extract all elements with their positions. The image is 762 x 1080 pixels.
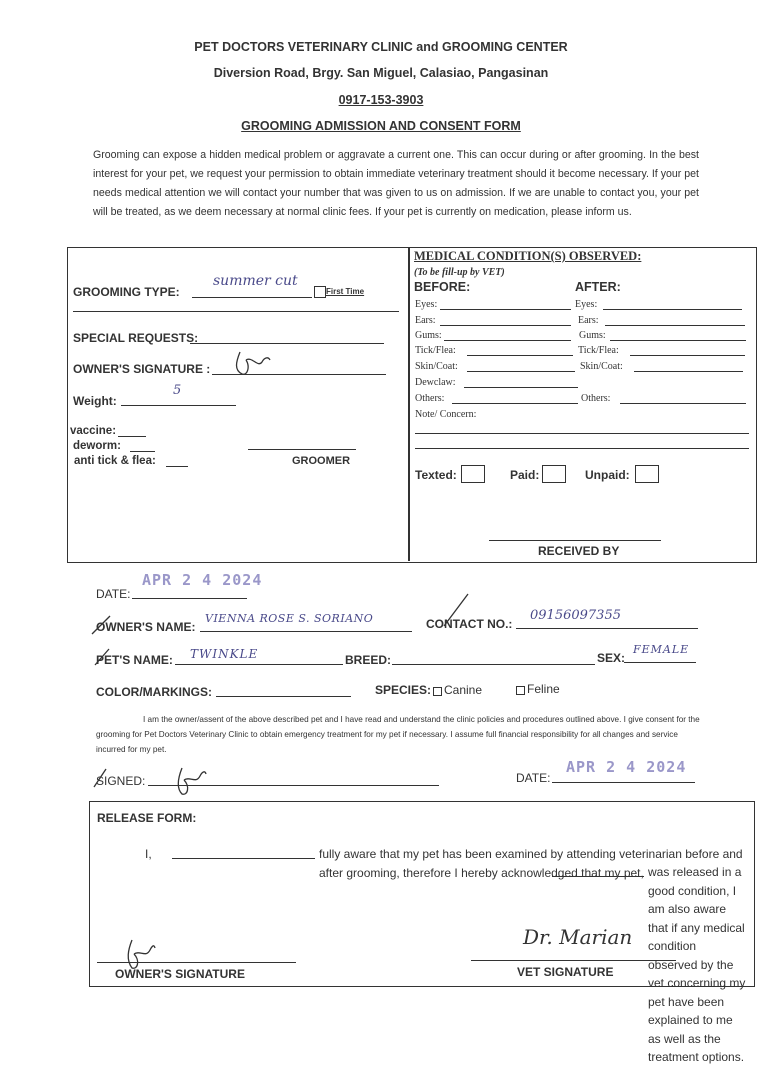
owner-signature-scribble [232, 348, 272, 378]
owner-name-label: OWNER'S NAME: [96, 620, 196, 634]
before-label: BEFORE: [414, 280, 471, 294]
date-line[interactable] [132, 598, 247, 599]
owner-name-line[interactable] [200, 631, 412, 632]
sex-value: FEMALE [633, 643, 690, 656]
paid-label: Paid: [510, 468, 540, 482]
unpaid-label: Unpaid: [585, 468, 630, 482]
groomer-label: GROOMER [292, 455, 351, 467]
first-time-label: First Time [326, 287, 365, 296]
release-text-part1: fully aware that my pet has been examined by attending veterinarian before and after grooming, therefore I hereby acknowledged that my pet, [319, 847, 743, 880]
after-gums-line[interactable] [610, 340, 746, 341]
release-vet-signature-label: VET SIGNATURE [517, 965, 614, 979]
form-title: GROOMING ADMISSION AND CONSENT FORM [241, 119, 521, 133]
paid-checkbox[interactable] [542, 465, 566, 483]
species-label: SPECIES: [375, 683, 432, 697]
groomer-line[interactable] [248, 449, 356, 450]
color-markings-label: COLOR/MARKINGS: [96, 685, 212, 699]
sex-line[interactable] [624, 662, 696, 663]
note-concern-line-2[interactable] [415, 448, 749, 449]
pet-name-label: PET'S NAME: [96, 653, 173, 667]
consent-date-line[interactable] [552, 782, 695, 783]
before-gums-line[interactable] [444, 340, 571, 341]
after-skincoat-label: Skin/Coat: [580, 361, 623, 372]
after-others-line[interactable] [620, 403, 746, 404]
contact-value: 09156097355 [530, 608, 621, 623]
antitick-line[interactable] [166, 466, 188, 467]
canine-checkbox[interactable] [433, 687, 442, 696]
special-requests-line[interactable] [190, 343, 384, 344]
contact-label: CONTACT NO.: [426, 617, 513, 631]
before-skincoat-label: Skin/Coat: [415, 361, 458, 372]
before-eyes-line[interactable] [440, 309, 571, 310]
unpaid-checkbox[interactable] [635, 465, 659, 483]
vaccine-label: vaccine: [70, 425, 117, 437]
signed-checkmark [92, 767, 108, 789]
canine-label: Canine [444, 683, 483, 697]
weight-value: 5 [173, 383, 182, 398]
clinic-phone: 0917-153-3903 [338, 93, 424, 107]
received-by-label: RECEIVED BY [538, 544, 620, 558]
signed-signature-scribble [172, 766, 208, 798]
grooming-type-line-2 [73, 311, 399, 312]
before-ears-line[interactable] [440, 325, 571, 326]
pet-name-checkmark [93, 647, 111, 667]
feline-label: Feline [527, 682, 560, 696]
date-label: DATE: [96, 587, 131, 601]
grooming-type-line [192, 297, 312, 298]
release-vet-signature-line[interactable] [471, 960, 676, 961]
clinic-address: Diversion Road, Brgy. San Miguel, Calasiao, Pangasinan [213, 66, 549, 80]
breed-label: BREED: [345, 653, 392, 667]
after-tickflea-line[interactable] [630, 355, 745, 356]
owner-signature-label: OWNER'S SIGNATURE : [73, 362, 211, 376]
after-ears-line[interactable] [605, 325, 745, 326]
after-eyes-label: Eyes: [575, 299, 598, 310]
release-name-line[interactable] [172, 858, 315, 859]
note-concern-line-1[interactable] [415, 433, 749, 434]
release-title: RELEASE FORM: [97, 811, 197, 825]
medical-title: MEDICAL CONDITION(S) OBSERVED: [414, 249, 642, 263]
release-owner-signature-label: OWNER'S SIGNATURE [115, 967, 245, 981]
release-pet-line[interactable] [552, 876, 644, 877]
after-label: AFTER: [575, 280, 621, 294]
note-concern-label: Note/ Concern: [415, 409, 477, 420]
after-gums-label: Gums: [579, 330, 606, 341]
before-others-label: Others: [415, 393, 445, 404]
date-stamp: APR 2 4 2024 [142, 571, 263, 589]
grooming-type-value[interactable]: summer cut [213, 273, 298, 289]
before-skincoat-line[interactable] [467, 371, 575, 372]
medical-subtitle: (To be fill-up by VET) [414, 267, 505, 278]
texted-label: Texted: [415, 468, 457, 482]
special-requests-label: SPECIAL REQUESTS: [73, 331, 199, 345]
antitick-label: anti tick & flea: [74, 455, 156, 467]
before-others-line[interactable] [452, 403, 578, 404]
deworm-label: deworm: [73, 440, 121, 452]
consent-text: I am the owner/assent of the above described pet and I have read and understand the clinic policies and procedures outlined above. I give consent for the grooming for Pet Doctors Veterinary Clinic to obtain emergency treatment for my pet if necessary. I assume full financial responsibility for all changes and service incurred for my pet. [96, 715, 700, 754]
before-eyes-label: Eyes: [415, 299, 438, 310]
release-text-part2: was released in a good condition, I am also aware that if any medical condition observed by the vet concerning my pet have been explained to me as well as the treatment options. [648, 865, 746, 1064]
contact-line[interactable] [516, 628, 698, 629]
grooming-type-label: GROOMING TYPE: [73, 285, 180, 299]
pet-name-line[interactable] [175, 664, 343, 665]
before-dewclaw-label: Dewclaw: [415, 377, 456, 388]
before-tickflea-label: Tick/Flea: [415, 345, 456, 356]
before-gums-label: Gums: [415, 330, 442, 341]
breed-line[interactable] [392, 664, 595, 665]
vet-signature-value: Dr. Marian [523, 925, 633, 949]
after-skincoat-line[interactable] [634, 371, 743, 372]
weight-label: Weight: [73, 394, 117, 408]
release-i-label: I, [145, 847, 152, 861]
after-ears-label: Ears: [578, 315, 599, 326]
consent-date-label: DATE: [516, 771, 551, 785]
vaccine-line[interactable] [118, 436, 146, 437]
texted-checkbox[interactable] [461, 465, 485, 483]
clinic-name: PET DOCTORS VETERINARY CLINIC and GROOMING CENTER [194, 40, 568, 54]
after-tickflea-label: Tick/Flea: [578, 345, 619, 356]
after-others-label: Others: [581, 393, 611, 404]
first-time-checkbox[interactable] [314, 286, 326, 298]
before-dewclaw-line[interactable] [464, 387, 578, 388]
feline-checkbox[interactable] [516, 686, 525, 695]
signed-label: SIGNED: [96, 774, 146, 788]
received-by-line[interactable] [489, 540, 661, 541]
before-tickflea-line[interactable] [467, 355, 573, 356]
sex-label: SEX: [597, 651, 626, 665]
box-divider [408, 248, 410, 561]
consent-date-stamp: APR 2 4 2024 [566, 758, 687, 776]
pet-name-value: TWINKLE [190, 647, 259, 661]
deworm-line[interactable] [130, 451, 155, 452]
before-ears-label: Ears: [415, 315, 436, 326]
color-markings-line[interactable] [216, 696, 351, 697]
contact-checkmark [442, 592, 470, 630]
owner-name-checkmark [90, 614, 112, 636]
owner-name-value: VIENNA ROSE S. SORIANO [205, 612, 374, 625]
weight-line[interactable] [121, 405, 236, 406]
after-eyes-line[interactable] [603, 309, 742, 310]
intro-paragraph: Grooming can expose a hidden medical problem or aggravate a current one. This can occur during or after grooming. In the best interest for your pet, we request your permission to obtain immediate veterinary treatment should it become necessary. If your pet needs medical attention we will contact your number that was given to us on admission. If we are unable to contact you, your pet will be treated, as we deem necessary at normal clinic fees. If your pet is currently on medication, please inform us. [93, 149, 699, 218]
